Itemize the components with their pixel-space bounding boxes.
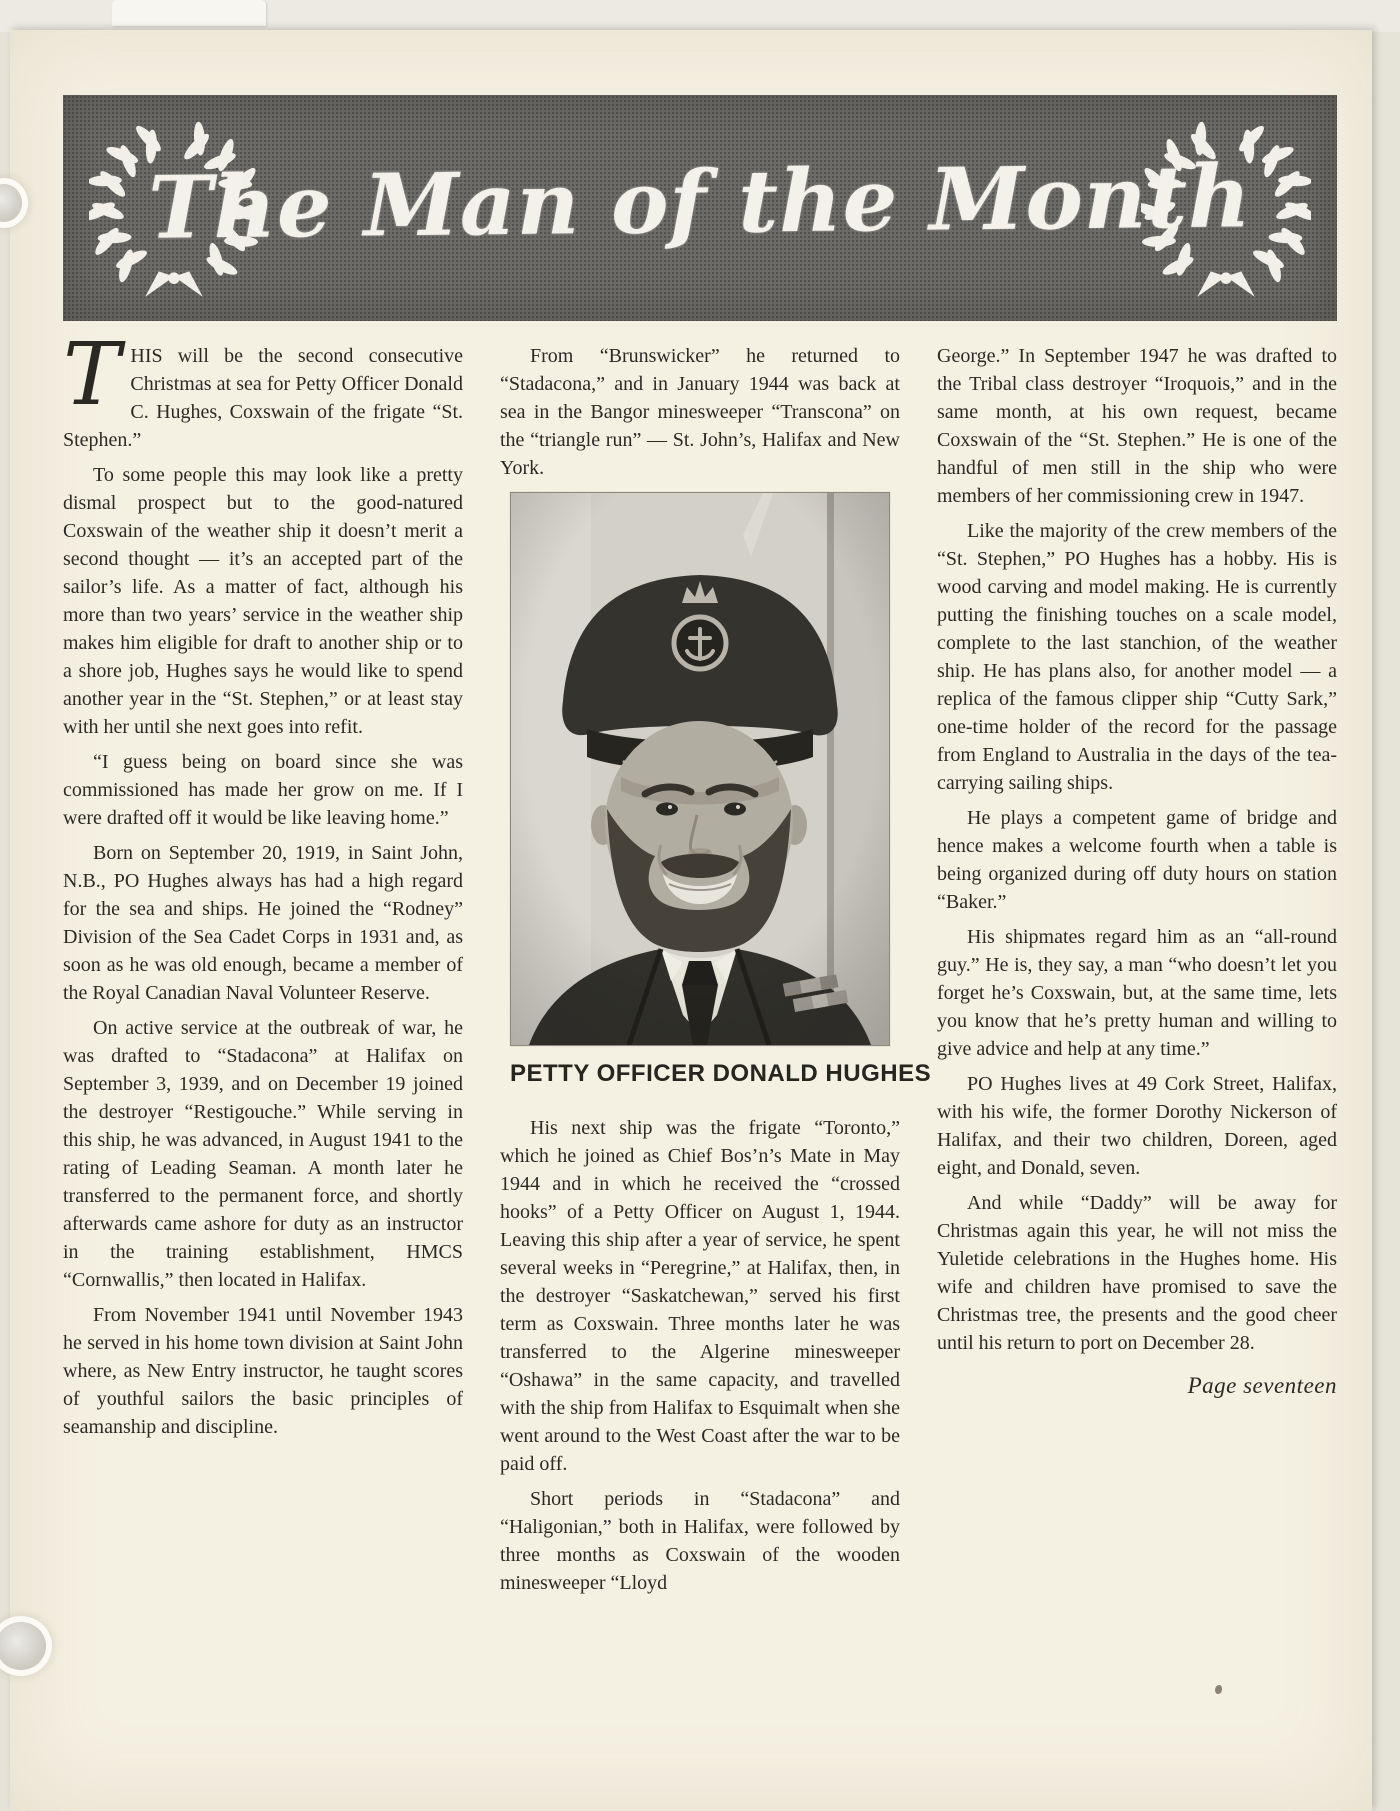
portrait-illustration	[511, 493, 889, 1045]
portrait-figure	[510, 492, 932, 1088]
article-body	[63, 325, 1337, 1604]
article-column-2	[500, 342, 932, 1604]
page-number: Page seventeen	[1187, 1373, 1337, 1398]
article-paragraph: His next ship was the frigate “Toronto,” which he joined as Chief Bos’n’s Mate in May 1944 and in which he received the “crossed hooks” of a Petty Officer on August 1, 1944. Leaving this ship after a year of service, he spent several weeks in “Peregrine,” at Halifax, then, in the destroyer “Saskatchewan,” served his first term as Coxswain. Three months later he was transferred to the Algerine minesweeper “Oshawa” in the same capacity, and travelled with the ship from Halifax to Esquimalt when she went around to the West Coast after the war to be paid off.	[500, 1117, 900, 1475]
article-column-1	[63, 325, 463, 1604]
article-paragraph: His shipmates regard him as an “all-round guy.” He is, they say, a man “who doesn’t let you forget he’s Coxswain, but, at the same time, lets you know that he’s pretty human and willing to give advice and help at any time.”	[937, 926, 1337, 1060]
article-paragraph: And while “Daddy” will be away for Christmas again this year, he will not miss the Yuletide celebrations in the Hughes home. His wife and children have promised to save the Christmas tree, the presents and the good cheer until his return to port on December 28.	[937, 1192, 1337, 1354]
drop-cap: T	[63, 325, 121, 425]
magazine-page	[10, 30, 1372, 1811]
article-paragraph: He plays a competent game of bridge and hence makes a welcome fourth when a table is being organized during off duty hours on station “Baker.”	[937, 807, 1337, 913]
paper-tab	[112, 0, 266, 26]
article-paragraph: Born on September 20, 1919, in Saint John, N.B., PO Hughes always has had a high regard for the sea and ships. He joined the “Rodney” Division of the Sea Cadet Corps in 1931 and, as soon as he was old enough, became a member of the Royal Canadian Naval Volunteer Reserve.	[63, 842, 463, 1004]
article-paragraph	[63, 325, 463, 454]
article-paragraph: George.” In September 1947 he was drafted to the Tribal class destroyer “Iroquois,” and in the same month, at his own request, became Coxswain of the “St. Stephen.” He is one of the handful of men still in the ship who were members of her commissioning crew in 1947.	[937, 345, 1337, 507]
article-paragraph: Short periods in “Stadacona” and “Haligonian,” both in Halifax, were followed by three months as Coxswain of the wooden minesweeper “Lloyd	[500, 1488, 900, 1594]
article-paragraph: PO Hughes lives at 49 Cork Street, Halifax, with his wife, the former Dorothy Nickerson of Halifax, and their two children, Doreen, aged eight, and Donald, seven.	[937, 1073, 1337, 1179]
article-paragraph: On active service at the outbreak of war, he was drafted to “Stadacona” at Halifax on September 3, 1939, and on December 19 joined the destroyer “Restigouche.” While serving in this ship, he was advanced, in August 1941 to the rating of Leading Seaman. A month later he transferred to the permanent force, and shortly afterwards came ashore for duty as an instructor in the training establishment, HMCS “Cornwallis,” then located in Halifax.	[63, 1017, 463, 1291]
article-paragraph: From “Brunswicker” he returned to “Stadacona,” and in January 1944 was back at sea in the Bangor minesweeper “Transcona” on the “triangle run” — St. John’s, Halifax and New York.	[500, 345, 900, 479]
portrait-photo	[510, 492, 890, 1046]
banner-title: The Man of the Month	[147, 145, 1253, 259]
ink-speck	[1215, 1685, 1222, 1694]
article-paragraph: “I guess being on board since she was commissioned has made her grow on me. If I were drafted off it would be like leaving home.”	[63, 751, 463, 829]
paragraph-text: HIS will be the second consecutive Christmas at sea for Petty Officer Donald C. Hughes, Coxswain of the frigate “St. Stephen.”	[63, 345, 463, 451]
punch-hole-bottom	[0, 1622, 46, 1670]
title-banner	[63, 95, 1337, 321]
photo-caption: PETTY OFFICER DONALD HUGHES	[510, 1060, 932, 1087]
article-paragraph: To some people this may look like a pretty dismal prospect but to the good-natured Coxswain of the weather ship it doesn’t merit a second thought — it’s an accepted part of the sailor’s life. As a matter of fact, although his more than two years’ service in the weather ship makes him eligible for draft to another ship or to a shore job, Hughes says he would like to spend another year in the “St. Stephen,” or at least stay with her until she next goes into refit.	[63, 464, 463, 738]
punch-hole-top	[0, 184, 22, 222]
article-paragraph: From November 1941 until November 1943 he served in his home town division at Saint John where, as New Entry instructor, he taught scores of youthful sailors the basic principles of seamanship and discipline.	[63, 1304, 463, 1438]
article-paragraph: Like the majority of the crew members of the “St. Stephen,” PO Hughes has a hobby. His is wood carving and model making. He is currently putting the finishing touches on a scale model, complete to the last stanchion, of the weather ship. He has plans also, for another model — a replica of the famous clipper ship “Cutty Sark,” one-time holder of the record for the passage from England to Australia in the days of the tea-carrying sailing ships.	[937, 520, 1337, 794]
article-column-3	[937, 342, 1337, 1604]
